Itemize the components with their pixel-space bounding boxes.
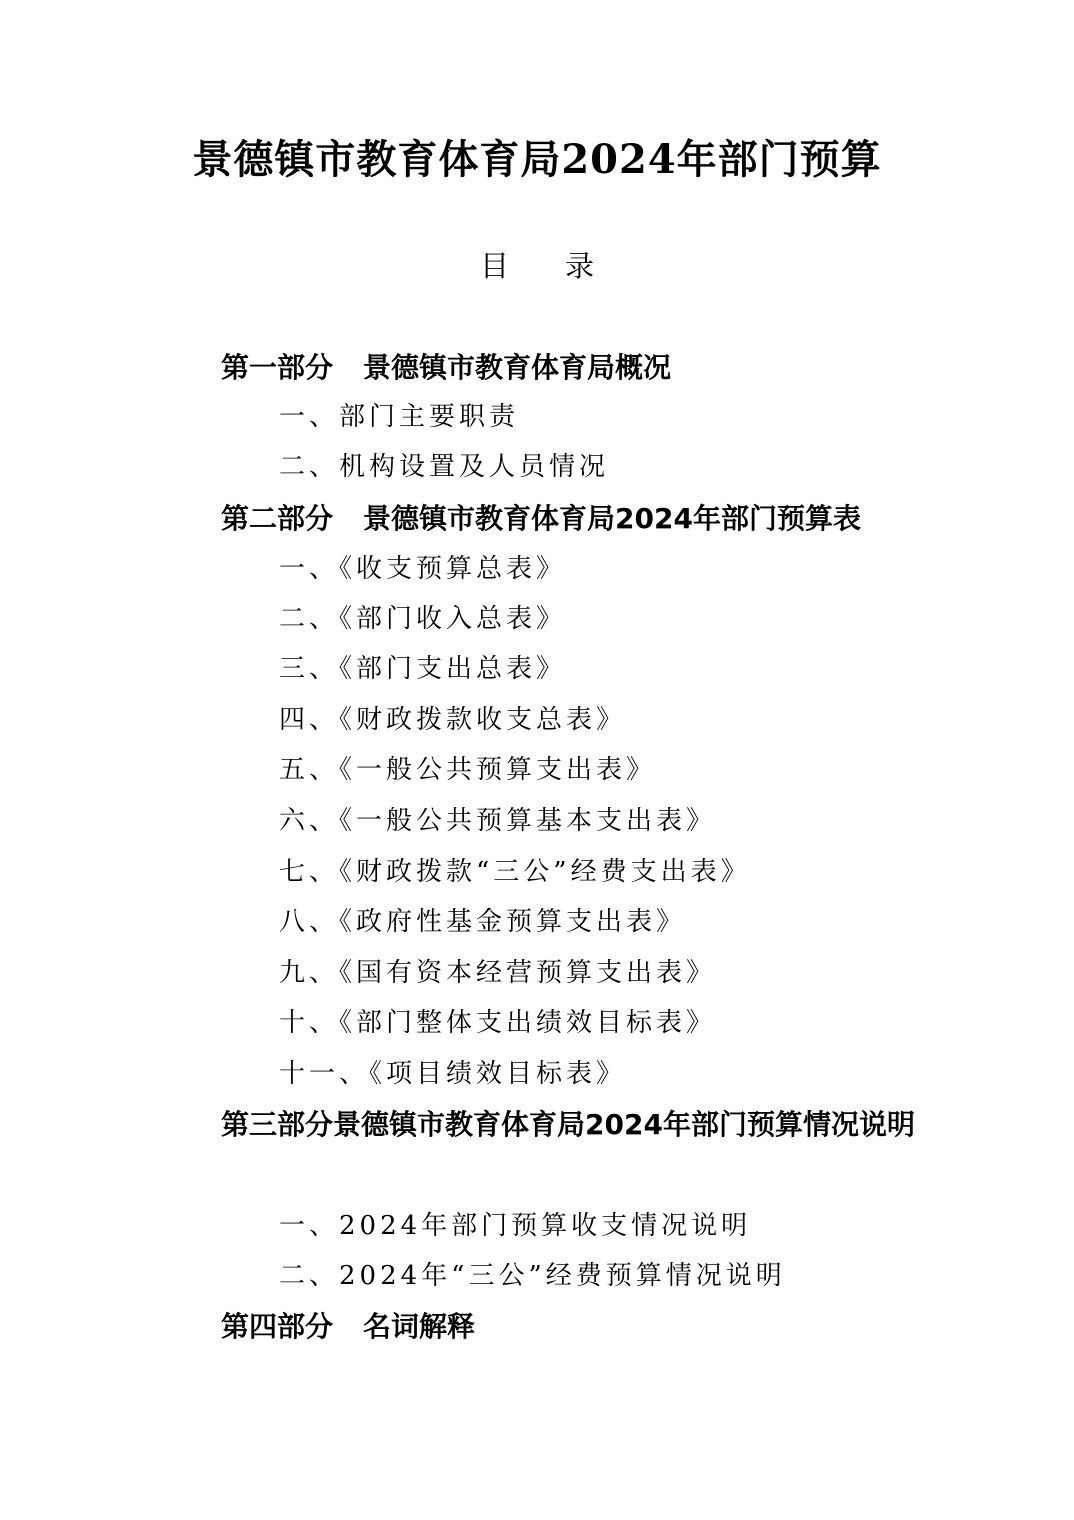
- toc-part-3[interactable]: [165, 1099, 925, 1151]
- toc-item[interactable]: 一、《收支预算总表》: [279, 554, 567, 584]
- toc-item[interactable]: 二、《部门收入总表》: [279, 604, 567, 634]
- toc-part-1[interactable]: [221, 346, 671, 390]
- toc-item[interactable]: 五、《一般公共预算支出表》: [279, 755, 657, 785]
- toc-item[interactable]: 二、机构设置及人员情况: [279, 452, 610, 482]
- part-title: 景德镇市教育体育局2024年部门预算表: [363, 502, 861, 535]
- toc-item[interactable]: 二、2024年“三公”经费预算情况说明: [279, 1261, 786, 1291]
- part-label: 第二部分: [221, 502, 334, 535]
- toc-item[interactable]: 七、《财政拨款“三公”经费支出表》: [279, 857, 751, 887]
- document-title: 景德镇市教育体育局2024年部门预算: [192, 136, 882, 183]
- part-title: 景德镇市教育体育局2024年部门预算情况说明: [333, 1108, 915, 1141]
- toc-item[interactable]: 十一、《项目绩效目标表》: [279, 1059, 627, 1089]
- toc-item[interactable]: 九、《国有资本经营预算支出表》: [279, 958, 717, 988]
- toc-item[interactable]: 三、《部门支出总表》: [279, 654, 567, 684]
- toc-heading-char-1: 目: [479, 249, 509, 283]
- part-title: 名词解释: [363, 1310, 476, 1343]
- part-label: 第四部分: [221, 1310, 334, 1343]
- toc-heading: [0, 244, 1074, 288]
- toc-item[interactable]: 六、《一般公共预算基本支出表》: [279, 806, 717, 836]
- toc-item[interactable]: 一、2024年部门预算收支情况说明: [279, 1211, 752, 1241]
- part-title: 景德镇市教育体育局概况: [363, 351, 672, 384]
- toc-item[interactable]: 一、部门主要职责: [279, 402, 520, 432]
- part-label: 第三部分: [221, 1108, 334, 1141]
- toc-part-4[interactable]: [221, 1305, 475, 1349]
- toc-heading-char-2: 录: [565, 249, 595, 283]
- toc-item[interactable]: 四、《财政拨款收支总表》: [279, 705, 627, 735]
- part-label: 第一部分: [221, 351, 334, 384]
- toc-item[interactable]: 十、《部门整体支出绩效目标表》: [279, 1008, 717, 1038]
- toc-part-2[interactable]: [221, 497, 861, 541]
- toc-item[interactable]: 八、《政府性基金预算支出表》: [279, 907, 687, 937]
